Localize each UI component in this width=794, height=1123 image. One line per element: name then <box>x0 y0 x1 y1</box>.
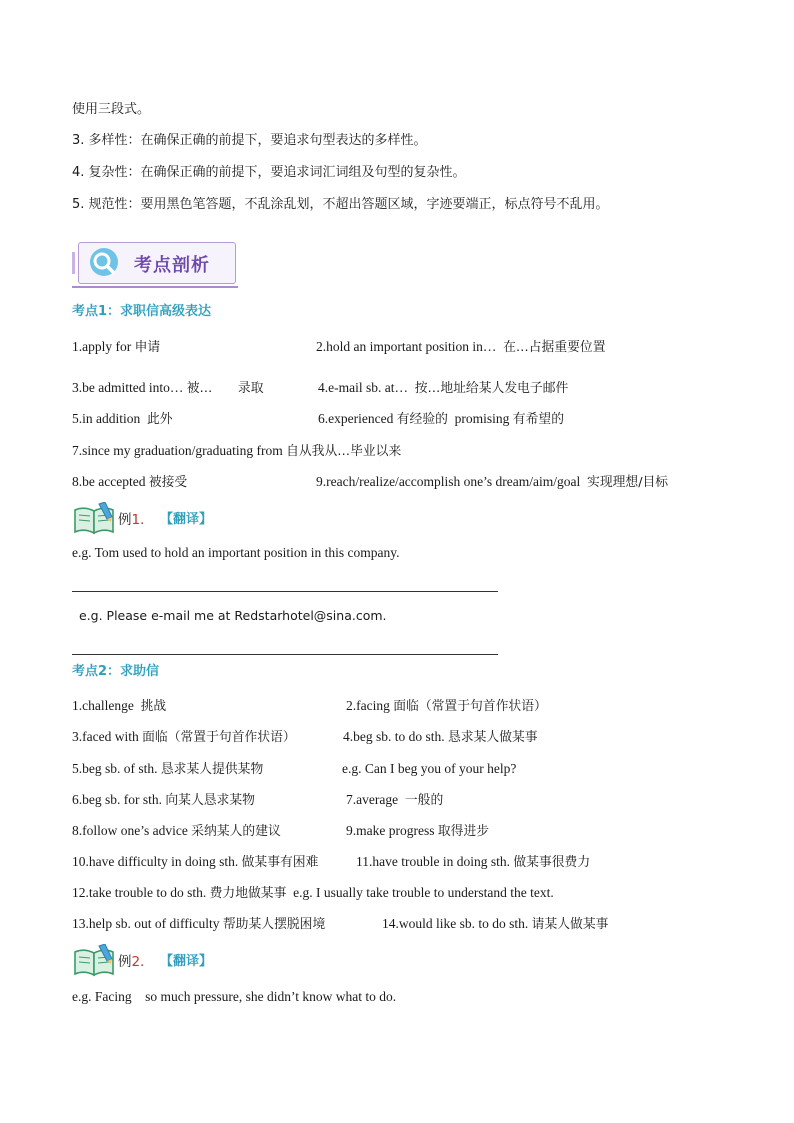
vocab-item: 5.in addition 此外 <box>72 411 173 427</box>
vocab-item: 6.experienced 有经验的 promising 有希望的 <box>318 411 564 427</box>
vocab-item: 4.e-mail sb. at… 按…地址给某人发电子邮件 <box>318 380 569 396</box>
vocab-item: 1.apply for 申请 <box>72 339 161 355</box>
banner-title: 考点剖析 <box>134 255 210 276</box>
intro-line: 使用三段式。 <box>72 102 151 117</box>
banner-underline <box>72 286 238 288</box>
vocab-item: e.g. Can I beg you of your help? <box>342 761 517 776</box>
intro-line: 5. 规范性：要用黑色笔答题，不乱涂乱划，不超出答题区域，字迹要端正，标点符号不乱用。 <box>72 197 609 212</box>
example-sentence: e.g. Please e-mail me at Redstarhotel@sina.com. <box>79 608 387 623</box>
example-tag: 【翻译】 <box>160 954 213 969</box>
example-tag: 【翻译】 <box>160 512 213 527</box>
book-pencil-icon <box>72 502 118 536</box>
intro-line: 3. 多样性：在确保正确的前提下，要追求句型表达的多样性。 <box>72 133 427 148</box>
vocab-item: 13.help sb. out of difficulty 帮助某人摆脱困境 <box>72 916 326 932</box>
vocab-item: 10.have difficulty in doing sth. 做某事有困难 <box>72 854 319 870</box>
vocab-item: 7.average 一般的 <box>346 792 444 808</box>
example-header <box>72 944 332 978</box>
vocab-item: 2.hold an important position in… 在…占据重要位置 <box>316 339 606 355</box>
vocab-item: 9.reach/realize/accomplish one’s dream/aim/goal 实现理想/目标 <box>316 474 669 490</box>
vocab-item: 12.take trouble to do sth. 费力地做某事 e.g. I usually take trouble to understand the text. <box>72 885 554 901</box>
vocab-item: 8.be accepted 被接受 <box>72 474 188 490</box>
book-pencil-icon <box>72 944 118 978</box>
example-sentence: e.g. Facing so much pressure, she didn’t know what to do. <box>72 989 397 1004</box>
vocab-item: 6.beg sb. for sth. 向某人恳求某物 <box>72 792 255 808</box>
banner-decoration <box>72 252 75 274</box>
example-label: 例1． <box>118 512 154 528</box>
vocab-item: 11.have trouble in doing sth. 做某事很费力 <box>356 854 591 870</box>
vocab-item: 2.facing 面临（常置于句首作状语） <box>346 698 547 714</box>
magnifier-icon <box>86 246 126 280</box>
example-sentence: e.g. Tom used to hold an important position in this company. <box>72 545 400 560</box>
intro-line: 4. 复杂性：在确保正确的前提下，要追求词汇词组及句型的复杂性。 <box>72 165 466 180</box>
example-header <box>72 502 332 536</box>
vocab-item: 9.make progress 取得进步 <box>346 823 490 839</box>
answer-line[interactable] <box>72 654 498 655</box>
vocab-item: 14.would like sb. to do sth. 请某人做某事 <box>382 916 609 932</box>
vocab-item: 4.beg sb. to do sth. 恳求某人做某事 <box>343 729 538 745</box>
section-heading: 考点1：求职信高级表达 <box>72 304 212 319</box>
vocab-item: 1.challenge 挑战 <box>72 698 167 714</box>
answer-line[interactable] <box>72 591 498 592</box>
vocab-item: 3.be admitted into… 被… 录取 <box>72 380 264 396</box>
vocab-item: 5.beg sb. of sth. 恳求某人提供某物 <box>72 761 264 777</box>
vocab-item: 3.faced with 面临（常置于句首作状语） <box>72 729 296 745</box>
vocab-item: 8.follow one’s advice 采纳某人的建议 <box>72 823 281 839</box>
section-heading: 考点2：求助信 <box>72 664 160 679</box>
vocab-item: 7.since my graduation/graduating from 自从我从…毕业以来 <box>72 443 402 459</box>
example-label: 例2． <box>118 954 154 970</box>
section-banner <box>72 238 238 288</box>
